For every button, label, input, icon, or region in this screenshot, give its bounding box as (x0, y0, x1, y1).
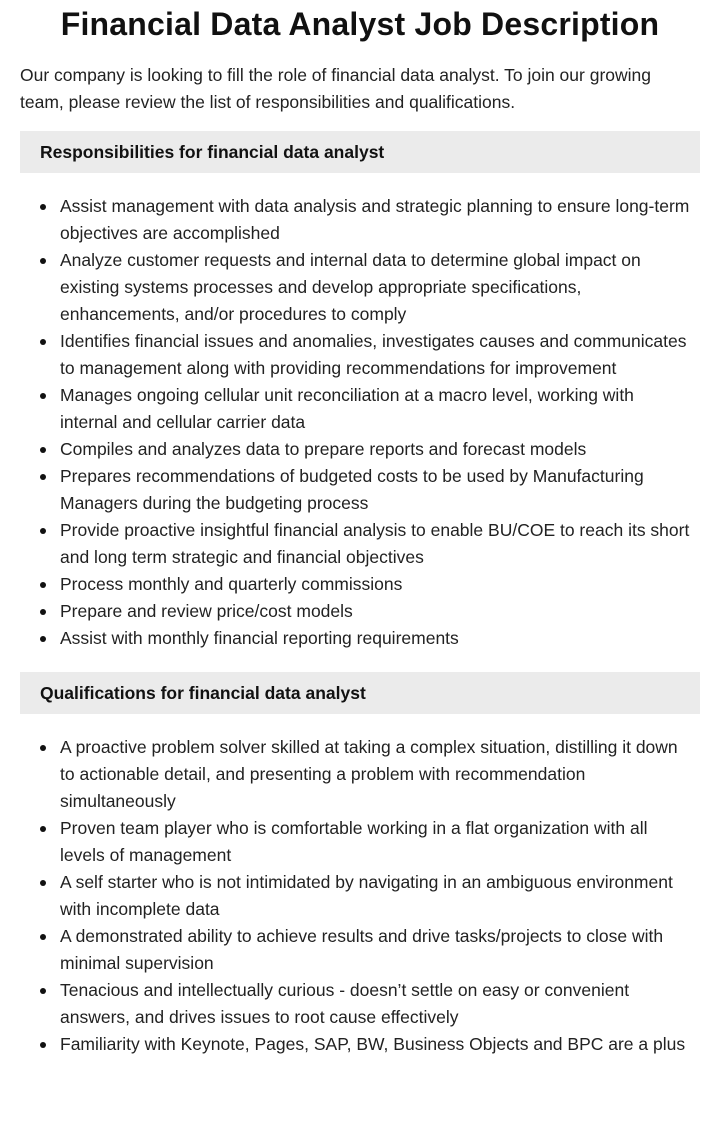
list-item (60, 436, 700, 463)
list-item-text: Compiles and analyzes data to prepare reports and forecast models (60, 439, 587, 459)
qualifications-list (20, 734, 700, 1058)
list-item (60, 382, 700, 436)
list-item (60, 977, 700, 1031)
list-item-text: Assist management with data analysis and strategic planning to ensure long-term objectives are accomplished (60, 196, 690, 243)
list-item-text: Identifies financial issues and anomalies, investigates causes and communicates to management along with providing recommendations for improvement (60, 331, 687, 378)
list-item-text: A demonstrated ability to achieve results and drive tasks/projects to close with minimal supervision (60, 926, 664, 973)
responsibilities-heading: Responsibilities for financial data analyst (20, 131, 700, 173)
qualifications-heading: Qualifications for financial data analyst (20, 672, 700, 714)
bullet-icon (40, 528, 46, 534)
list-item (60, 193, 700, 247)
list-item (60, 734, 700, 815)
bullet-icon (40, 609, 46, 615)
list-item-text: Process monthly and quarterly commissions (60, 574, 403, 594)
list-item (60, 815, 700, 869)
bullet-icon (40, 636, 46, 642)
list-item (60, 1031, 700, 1058)
bullet-icon (40, 1042, 46, 1048)
bullet-icon (40, 880, 46, 886)
bullet-icon (40, 934, 46, 940)
page-title: Financial Data Analyst Job Description (60, 6, 660, 42)
list-item-text: Provide proactive insightful financial analysis to enable BU/COE to reach its short and long term strategic and financial objectives (60, 520, 690, 567)
list-item-text: Analyze customer requests and internal data to determine global impact on existing systems processes and develop appropriate specifications, enhancements, and/or procedures to comply (60, 250, 641, 324)
bullet-icon (40, 582, 46, 588)
bullet-icon (40, 393, 46, 399)
bullet-icon (40, 988, 46, 994)
list-item (60, 598, 700, 625)
bullet-icon (40, 826, 46, 832)
list-item-text: Prepares recommendations of budgeted costs to be used by Manufacturing Managers during the budgeting process (60, 466, 644, 513)
bullet-icon (40, 339, 46, 345)
bullet-icon (40, 474, 46, 480)
list-item (60, 463, 700, 517)
list-item-text: Familiarity with Keynote, Pages, SAP, BW, Business Objects and BPC are a plus (60, 1034, 686, 1054)
bullet-icon (40, 447, 46, 453)
list-item-text: Proven team player who is comfortable working in a flat organization with all levels of management (60, 818, 648, 865)
list-item (60, 328, 700, 382)
bullet-icon (40, 258, 46, 264)
list-item (60, 517, 700, 571)
section-spacer (20, 652, 700, 657)
bullet-icon (40, 745, 46, 751)
intro-paragraph: Our company is looking to fill the role of financial data analyst. To join our growing team, please review the list of responsibilities and qualifications. (20, 65, 651, 112)
bullet-icon (40, 204, 46, 210)
responsibilities-list (20, 193, 700, 652)
list-item (60, 247, 700, 328)
list-item-text: Manages ongoing cellular unit reconciliation at a macro level, working with internal and cellular carrier data (60, 385, 634, 432)
list-item-text: Assist with monthly financial reporting requirements (60, 628, 459, 648)
list-item (60, 571, 700, 598)
list-item-text: Prepare and review price/cost models (60, 601, 353, 621)
list-item (60, 923, 700, 977)
list-item-text: Tenacious and intellectually curious - doesn’t settle on easy or convenient answers, and drives issues to root cause effectively (60, 980, 630, 1027)
list-item (60, 625, 700, 652)
list-item (60, 869, 700, 923)
list-item-text: A self starter who is not intimidated by navigating in an ambiguous environment with incomplete data (60, 872, 673, 919)
list-item-text: A proactive problem solver skilled at taking a complex situation, distilling it down to actionable detail, and presenting a problem with recommendation simultaneously (60, 737, 678, 811)
